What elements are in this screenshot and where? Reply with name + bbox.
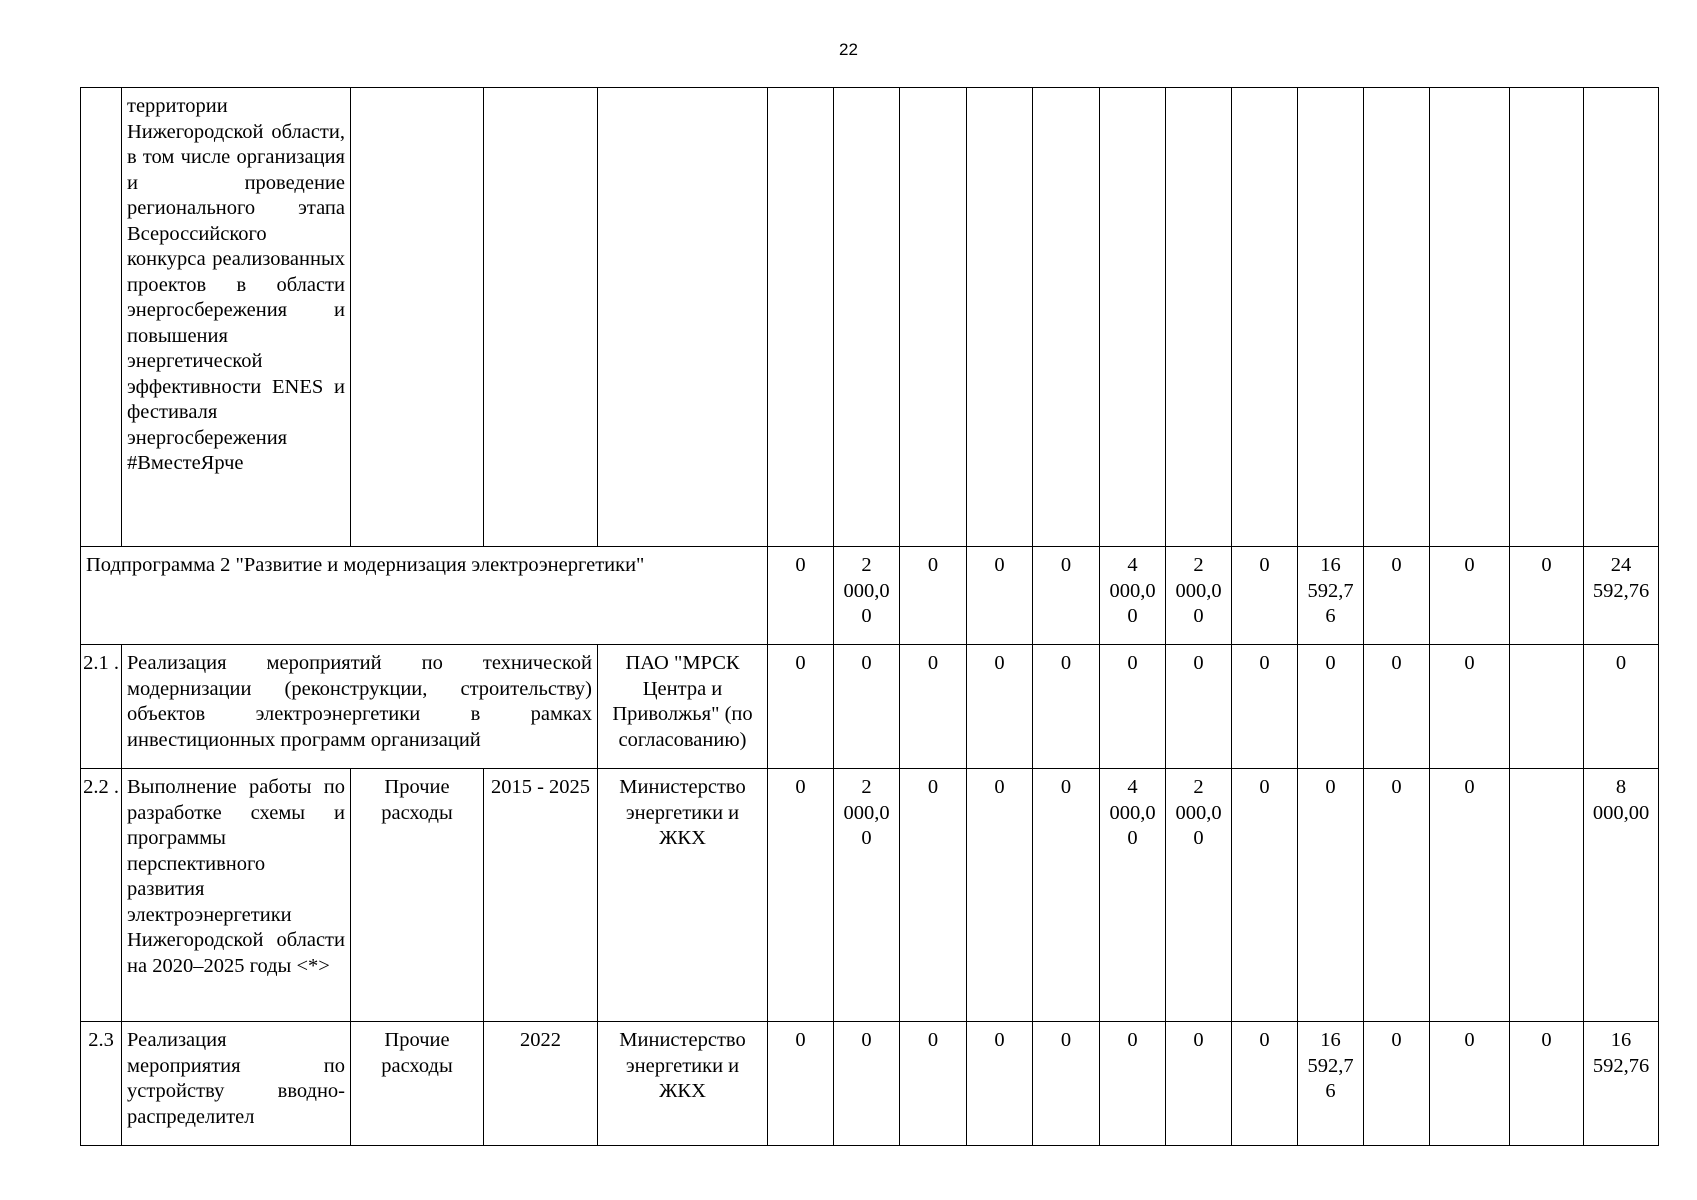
value-cell: 0 (768, 1022, 834, 1146)
value-cell: 0 (1298, 769, 1364, 1022)
value-cell: 0 (1430, 645, 1510, 769)
value-cell: 0 (1033, 547, 1100, 645)
value-cell: 0 (1430, 1022, 1510, 1146)
subprogram-title: Подпрограмма 2 "Развитие и модернизация электроэнергетики" (81, 547, 768, 645)
value-cell (1510, 88, 1584, 547)
value-cell: 0 (834, 1022, 900, 1146)
value-cell: 0 (1232, 769, 1298, 1022)
value-cell: 0 (1510, 1022, 1584, 1146)
value-cell: 0 (967, 769, 1033, 1022)
value-cell: 0 (1364, 769, 1430, 1022)
expense-type: Прочие расходы (351, 769, 484, 1022)
measure-name: Реализация мероприятий по технической модернизации (реконструкции, строительству) объектов электроэнергетики в рамках инвестиционных программ организаций (122, 645, 598, 769)
value-cell: 16 592,7 6 (1298, 1022, 1364, 1146)
value-cell: 0 (1232, 645, 1298, 769)
value-cell (1510, 769, 1584, 1022)
value-cell: 0 (768, 645, 834, 769)
value-cell: 0 (1232, 547, 1298, 645)
value-cell: 0 (1298, 645, 1364, 769)
value-cell: 2 000,0 0 (834, 769, 900, 1022)
value-cell: 0 (967, 1022, 1033, 1146)
period: 2022 (484, 1022, 598, 1146)
table-row (81, 645, 1659, 769)
row-index: 2.2 . (81, 769, 122, 1022)
total-cell: 16 592,76 (1584, 1022, 1659, 1146)
period (484, 88, 598, 547)
value-cell (900, 88, 967, 547)
total-cell: 8 000,00 (1584, 769, 1659, 1022)
value-cell (1232, 88, 1298, 547)
table-row (81, 769, 1659, 1022)
value-cell: 0 (900, 769, 967, 1022)
value-cell: 0 (1364, 547, 1430, 645)
value-cell (1166, 88, 1232, 547)
value-cell (834, 88, 900, 547)
table-row (81, 1022, 1659, 1146)
value-cell: 2 000,0 0 (834, 547, 900, 645)
row-index: 2.3 (81, 1022, 122, 1146)
value-cell: 0 (768, 547, 834, 645)
value-cell: 0 (1100, 1022, 1166, 1146)
value-cell: 0 (1166, 1022, 1232, 1146)
value-cell: 4 000,0 0 (1100, 769, 1166, 1022)
value-cell: 0 (900, 645, 967, 769)
value-cell: 0 (834, 645, 900, 769)
value-cell: 0 (967, 645, 1033, 769)
total-cell: 0 (1584, 645, 1659, 769)
program-table (80, 87, 1659, 1146)
page-number: 22 (839, 40, 858, 59)
measure-name: территории Нижегородской области, в том числе организация и проведение регионального этапа Всероссийского конкурса реализованных проектов в области энергосбережения и повышения энергетической эффективности ENES и фестиваля энергосбережения #ВместеЯрче (122, 88, 351, 547)
value-cell: 0 (1232, 1022, 1298, 1146)
executor: Министерство энергетики и ЖКХ (598, 769, 768, 1022)
value-cell: 2 000,0 0 (1166, 547, 1232, 645)
index-cell (81, 88, 122, 547)
value-cell: 0 (1430, 769, 1510, 1022)
value-cell (768, 88, 834, 547)
value-cell: 0 (768, 769, 834, 1022)
executor: Министерство энергетики и ЖКХ (598, 1022, 768, 1146)
value-cell: 16 592,7 6 (1298, 547, 1364, 645)
value-cell (1100, 88, 1166, 547)
value-cell: 0 (1364, 1022, 1430, 1146)
value-cell: 0 (900, 1022, 967, 1146)
value-cell (1510, 645, 1584, 769)
value-cell: 0 (1100, 645, 1166, 769)
value-cell (1584, 88, 1659, 547)
value-cell: 4 000,0 0 (1100, 547, 1166, 645)
value-cell: 0 (1510, 547, 1584, 645)
expense-type (351, 88, 484, 547)
value-cell: 0 (967, 547, 1033, 645)
value-cell: 0 (1430, 547, 1510, 645)
executor (598, 88, 768, 547)
value-cell: 2 000,0 0 (1166, 769, 1232, 1022)
measure-name: Выполнение работы по разработке схемы и программы перспективного развития электроэнергетики Нижегородской области на 2020–2025 годы <*> (122, 769, 351, 1022)
expense-type: Прочие расходы (351, 1022, 484, 1146)
value-cell: 0 (1166, 645, 1232, 769)
value-cell (1364, 88, 1430, 547)
row-index: 2.1 . (81, 645, 122, 769)
continuation-row (81, 88, 1659, 547)
measure-name: Реализация мероприятия по устройству вводно-распределител (122, 1022, 351, 1146)
value-cell: 0 (1364, 645, 1430, 769)
value-cell (1033, 88, 1100, 547)
value-cell (967, 88, 1033, 547)
value-cell (1298, 88, 1364, 547)
executor: ПАО "МРСК Центра и Приволжья" (по согласованию) (598, 645, 768, 769)
value-cell: 0 (1033, 1022, 1100, 1146)
value-cell (1430, 88, 1510, 547)
subprogram-row (81, 547, 1659, 645)
value-cell: 0 (1033, 769, 1100, 1022)
total-cell: 24 592,76 (1584, 547, 1659, 645)
value-cell: 0 (1033, 645, 1100, 769)
value-cell: 0 (900, 547, 967, 645)
period: 2015 - 2025 (484, 769, 598, 1022)
